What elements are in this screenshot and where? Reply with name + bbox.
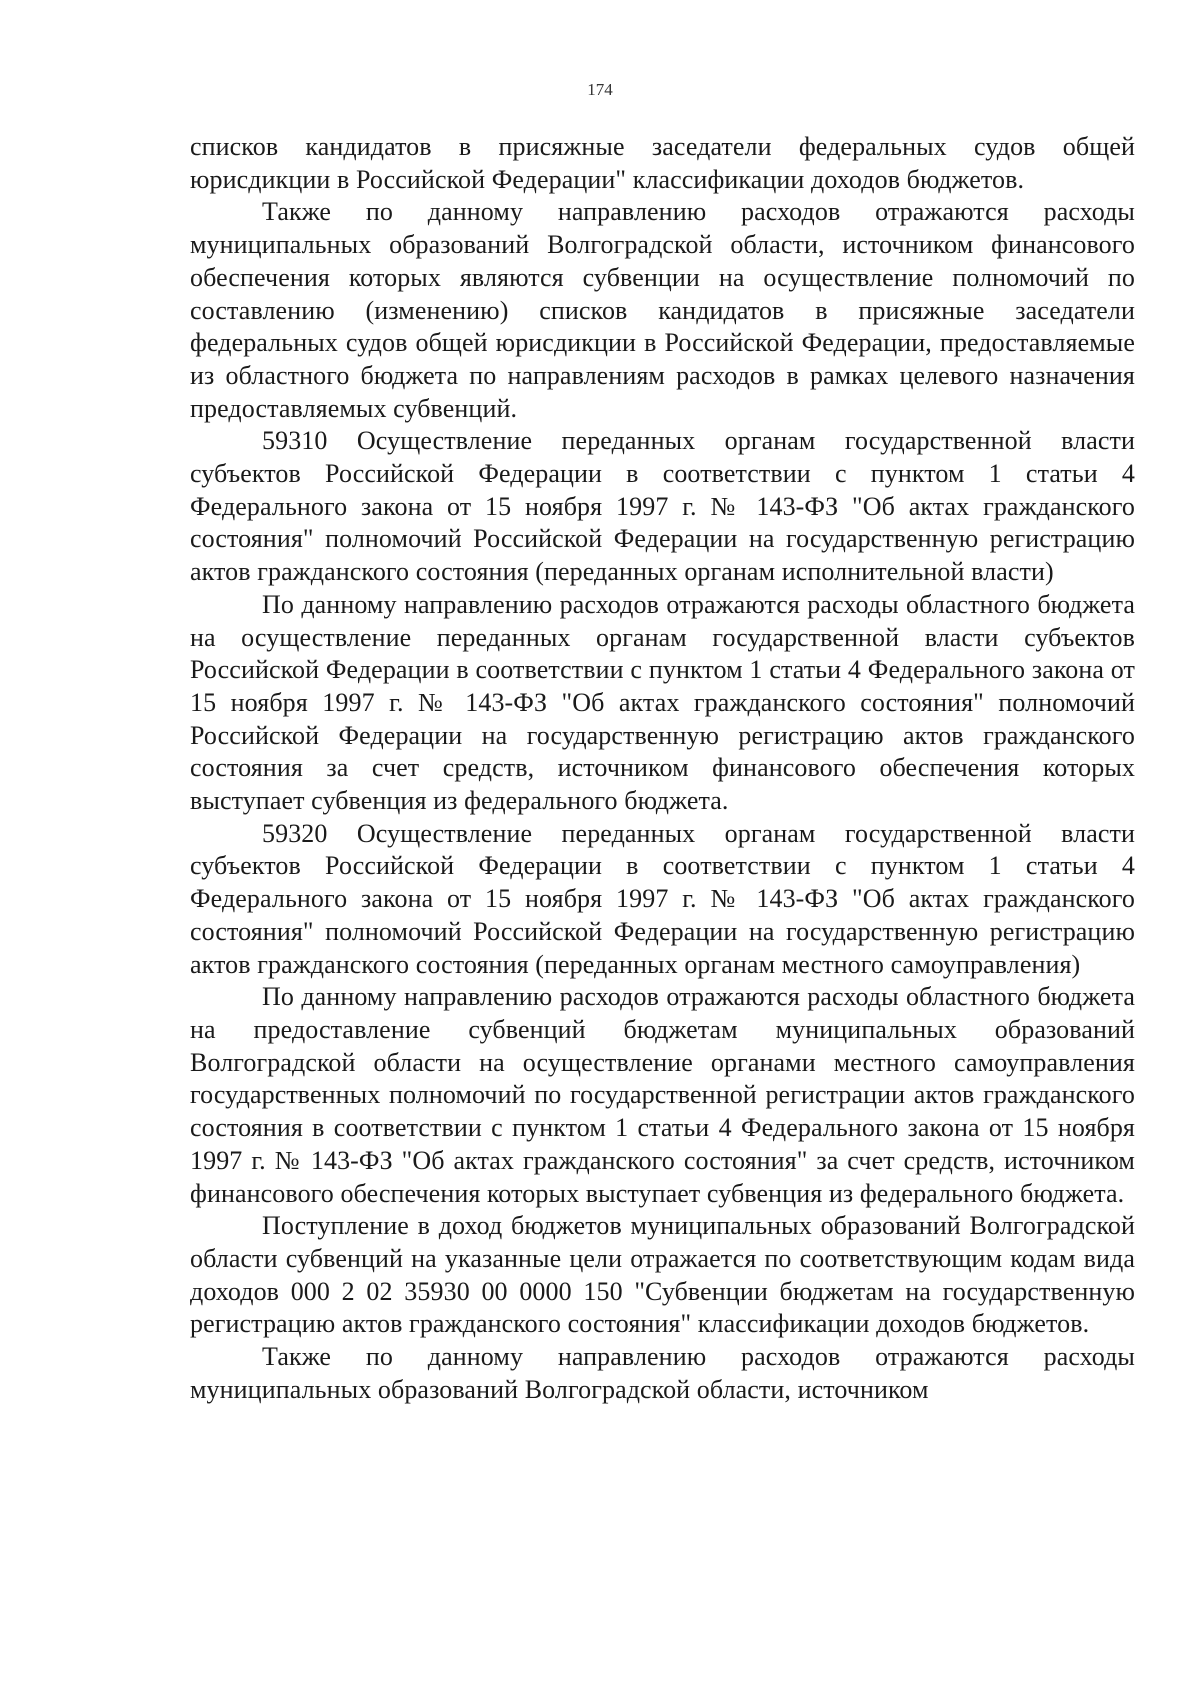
paragraph-code-59310: 59310 Осуществление переданных органам государственной власти субъектов Российской Федерации в соответствии с пунктом 1 статьи 4 Федерального закона от 15 ноября 1997 г. № 143-ФЗ "Об актах гражданского состояния" полномочий Российской Федерации на государственную регистрацию актов гражданского состояния (переданных органам исполнительной власти) xyxy=(190,426,1135,587)
paragraph-code-59320: 59320 Осуществление переданных органам государственной власти субъектов Российской Федерации в соответствии с пунктом 1 статьи 4 Федерального закона от 15 ноября 1997 г. № 143-ФЗ "Об актах гражданского состояния" полномочий Российской Федерации на государственную регистрацию актов гражданского состояния (переданных органам местного самоуправления) xyxy=(190,818,1135,979)
paragraph-also-municipal-expenses: Также по данному направлению расходов отражаются расходы муниципальных образований Волгоградской области, источником финансового обеспечения которых являются субвенции на осуществление полномочий по составлению (изменению) списков кандидатов в присяжные заседатели федеральных судов общей юрисдикции в Российской Федерации, предоставляемые из областного бюджета по направлениям расходов в рамках целевого назначения предоставляемых субвенций. xyxy=(190,197,1135,423)
document-body xyxy=(190,131,1135,1406)
paragraph-59310-description: По данному направлению расходов отражаются расходы областного бюджета на осуществление переданных органам государственной власти субъектов Российской Федерации в соответствии с пунктом 1 статьи 4 Федерального закона от 15 ноября 1997 г. № 143-ФЗ "Об актах гражданского состояния" полномочий Российской Федерации на государственную регистрацию актов гражданского состояния за счет средств, источником финансового обеспечения которых выступает субвенция из федерального бюджета. xyxy=(190,589,1135,816)
page-number: 174 xyxy=(587,80,613,99)
paragraph-59320-description: По данному направлению расходов отражаются расходы областного бюджета на предоставление субвенций бюджетам муниципальных образований Волгоградской области на осуществление органами местного самоуправления государственных полномочий по государственной регистрации актов гражданского состояния в соответствии с пунктом 1 статьи 4 Федерального закона от 15 ноября 1997 г. № 143-ФЗ "Об актах гражданского состояния" за счет средств, источником финансового обеспечения которых выступает субвенция из федерального бюджета. xyxy=(190,982,1135,1208)
paragraph-revenue-receipt: Поступление в доход бюджетов муниципальных образований Волгоградской области субвенций на указанные цели отражается по соответствующим кодам вида доходов 000 2 02 35930 00 0000 150 "Субвенции бюджетам на государственную регистрацию актов гражданского состояния" классификации доходов бюджетов. xyxy=(190,1211,1135,1339)
paragraph-also-municipal-expenses-2: Также по данному направлению расходов отражаются расходы муниципальных образований Волгоградской области, источником xyxy=(190,1342,1135,1404)
paragraph-continuation: списков кандидатов в присяжные заседатели федеральных судов общей юрисдикции в Российской Федерации" классификации доходов бюджетов. xyxy=(190,132,1135,194)
